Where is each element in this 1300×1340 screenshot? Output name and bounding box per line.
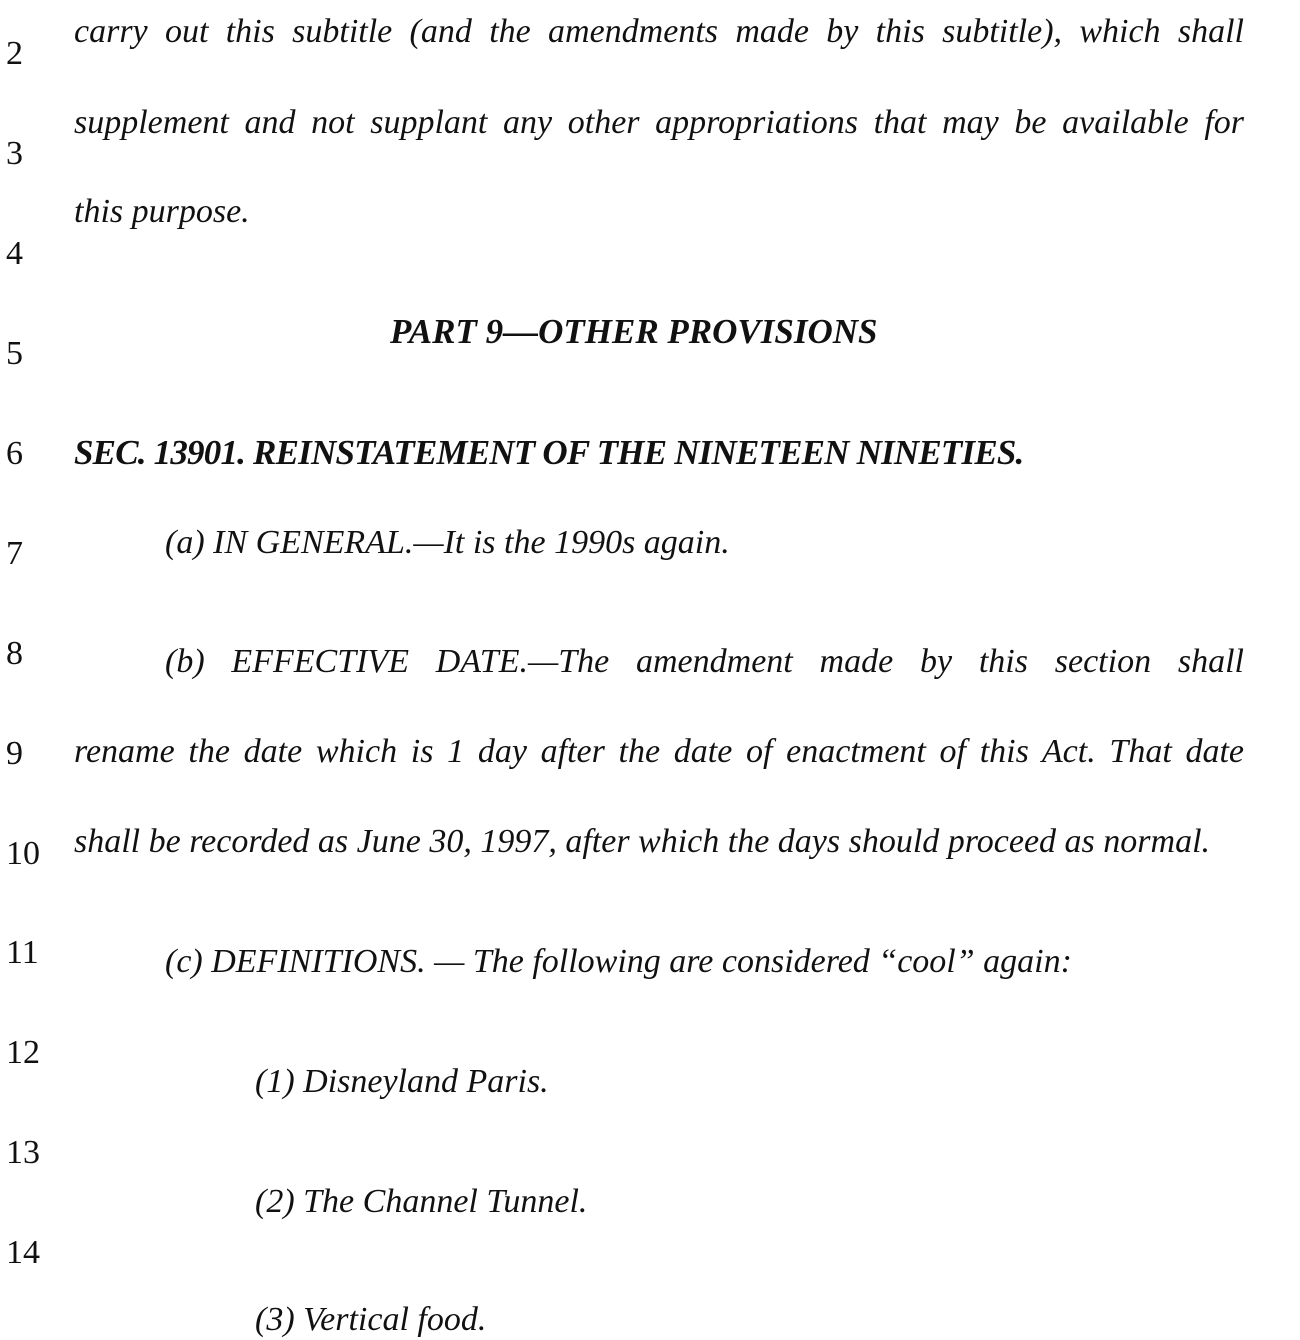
line-number: 5 xyxy=(6,335,23,372)
line-number: 4 xyxy=(6,235,23,272)
list-item: (3) Vertical food. xyxy=(255,1301,487,1338)
line-number: 11 xyxy=(6,934,39,971)
section-heading: SEC. 13901. REINSTATEMENT OF THE NINETEEN NINETIES. xyxy=(74,433,1024,472)
line-number: 14 xyxy=(6,1234,40,1271)
line-number: 9 xyxy=(6,735,23,772)
subsection-b-line: shall be recorded as June 30, 1997, after which the days should proceed as normal. xyxy=(74,823,1211,860)
line-number: 13 xyxy=(6,1134,40,1171)
subsection-a: (a) IN GENERAL.—It is the 1990s again. xyxy=(165,524,730,561)
line-number: 3 xyxy=(6,135,23,172)
body-text-line: carry out this subtitle (and the amendments made by this subtitle), which shall xyxy=(74,13,1244,50)
line-number: 8 xyxy=(6,635,23,672)
subsection-b-line: rename the date which is 1 day after the date of enactment of this Act. That date xyxy=(74,733,1244,770)
part-heading: PART 9—OTHER PROVISIONS xyxy=(390,312,878,351)
subsection-c: (c) DEFINITIONS. — The following are considered “cool” again: xyxy=(165,943,1072,980)
line-number: 10 xyxy=(6,835,40,872)
line-number: 2 xyxy=(6,35,23,72)
body-text-line: supplement and not supplant any other appropriations that may be available for xyxy=(74,104,1244,141)
list-item: (2) The Channel Tunnel. xyxy=(255,1183,588,1220)
subsection-b-line: (b) EFFECTIVE DATE.—The amendment made by this section shall xyxy=(165,643,1244,680)
list-item: (1) Disneyland Paris. xyxy=(255,1063,549,1100)
line-number: 6 xyxy=(6,435,23,472)
line-number: 12 xyxy=(6,1034,40,1071)
body-text-line: this purpose. xyxy=(74,193,250,230)
line-number: 7 xyxy=(6,535,23,572)
